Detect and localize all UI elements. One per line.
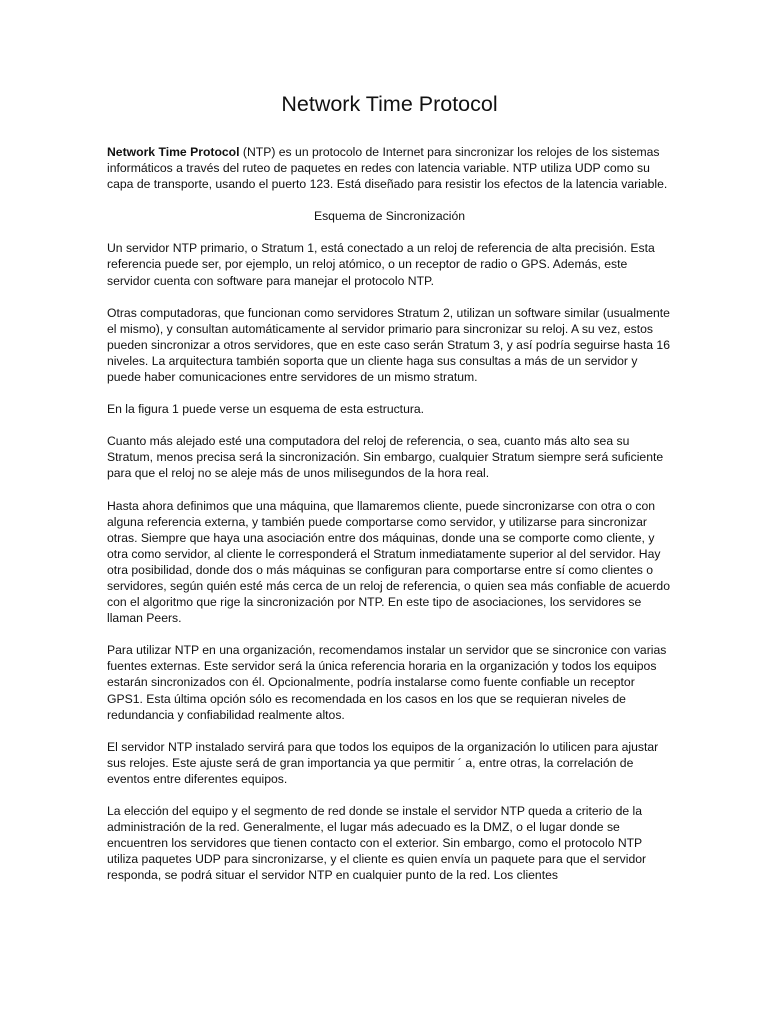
paragraph-2: Otras computadoras, que funcionan como servidores Stratum 2, utilizan un software similar (usualmente el mismo), y consultan automáticamente al servidor primario para sincronizar su reloj. A su vez, estos pueden sincronizar a otros servidores, que en este caso serán Stratum 3, y así podría seguirse hasta 16 niveles. La arquitectura también soporta que un cliente haga sus consultas a más de un servidor y puede haber comunicaciones entre servidores de un mismo stratum. [107, 305, 670, 385]
intro-paragraph [107, 144, 672, 192]
paragraph-6: Para utilizar NTP en una organización, recomendamos instalar un servidor que se sincronice con varias fuentes externas. Este servidor será la única referencia horaria en la organización y todos los equipos estarán sincronizados con él. Opcionalmente, podría instalarse como fuente confiable un receptor GPS1. Esta última opción sólo es recomendada en los casos en los que se requieran niveles de redundancia y confiabilidad realmente altos. [107, 643, 667, 722]
paragraph-4: Cuanto más alejado esté una computadora del reloj de referencia, o sea, cuanto más alto sea su Stratum, menos precisa será la sincronización. Sin embargo, cualquier Stratum siempre será suficiente para que el reloj no se aleje más de unos milisegundos de la hora real. [107, 434, 664, 481]
paragraph-1: Un servidor NTP primario, o Stratum 1, está conectado a un reloj de referencia de alta precisión. Esta referencia puede ser, por ejemplo, un reloj atómico, o un receptor de radio o GPS. Además, este servidor cuenta con software para manejar el protocolo NTP. [107, 241, 655, 288]
paragraph-8: La elección del equipo y el segmento de red donde se instale el servidor NTP queda a criterio de la administración de la red. Generalmente, el lugar más adecuado es la DMZ, o el lugar donde se encuentren los servidores que tienen contacto con el exterior. Sin embargo, como el protocolo NTP utiliza paquetes UDP para sincronizarse, y el cliente es quien envía un paquete para que el servidor responda, se podrá situar el servidor NTP en cualquier punto de la red. Los clientes [107, 804, 647, 883]
paragraph-3: En la figura 1 puede verse un esquema de esta estructura. [107, 402, 425, 417]
document-title: Network Time Protocol [281, 92, 498, 116]
section-heading: Esquema de Sincronización [313, 209, 466, 224]
intro-bold-lead: Network Time Protocol [107, 145, 240, 159]
paragraph-7: El servidor NTP instalado servirá para que todos los equipos de la organización lo utilicen para ajustar sus relojes. Este ajuste será de gran importancia ya que permitir ´ a, entre otras, la correlación de eventos entre diferentes equipos. [107, 739, 659, 786]
intro-rest: (NTP) es un protocolo de Internet para sincronizar los relojes de los sistemas informáticos a través del ruteo de paquetes en redes con latencia variable. NTP utiliza UDP como su capa de transporte, usando el puerto 123. Está diseñado para resistir los efectos de la latencia variable. [107, 145, 668, 192]
paragraph-5: Hasta ahora definimos que una máquina, que llamaremos cliente, puede sincronizarse con otra o con alguna referencia externa, y también puede comportarse como servidor, y utilizarse para sincronizar otras. Siempre que haya una asociación entre dos máquinas, donde una se comporte como cliente, y otra como servidor, al cliente le corresponderá el Stratum inmediatamente superior al del servidor. Hay otra posibilidad, donde dos o más máquinas se configuran para comportarse entre sí como clientes o servidores, según quién esté más cerca de un reloj de referencia, o quien sea más confiable de acuerdo con el algoritmo que rige la sincronización por NTP. En este tipo de asociaciones, los servidores se llaman Peers. [107, 498, 670, 626]
